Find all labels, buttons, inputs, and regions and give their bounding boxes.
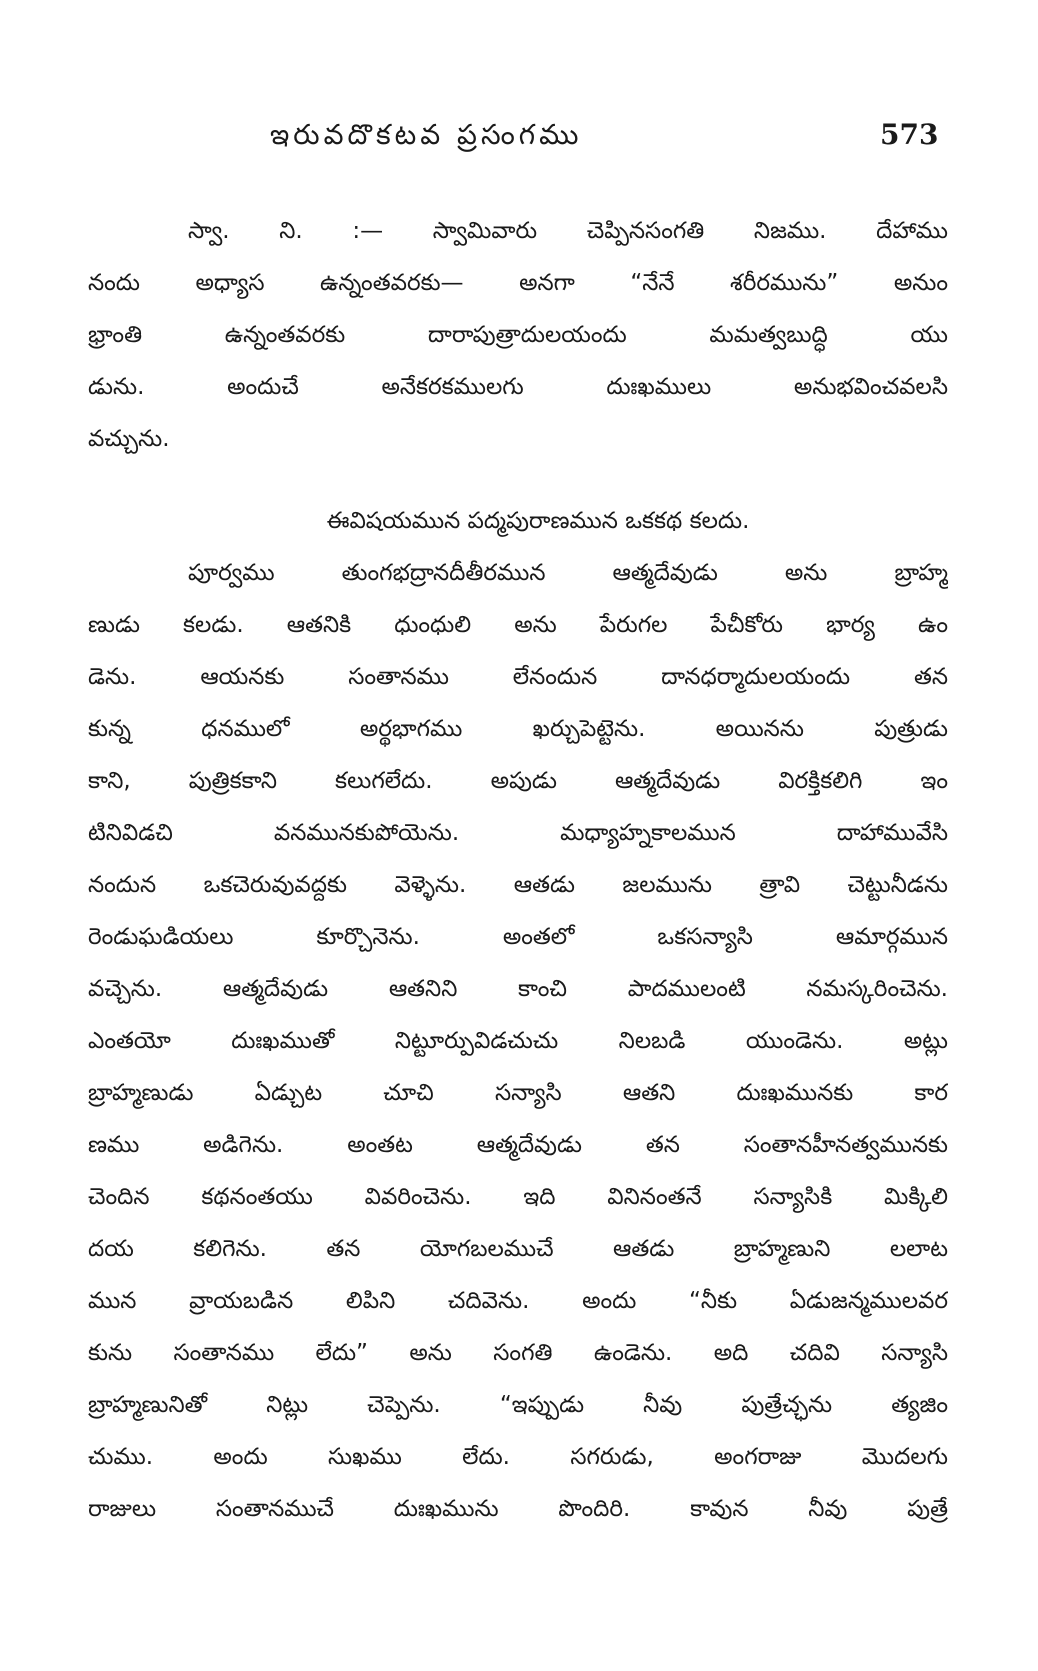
text-line: నందున ఒకచెరువువద్దకు వెళ్ళెను. ఆతడు జలమును త్రావి చెట్టునీడను	[88, 872, 948, 898]
text-line: స్వా. ని. :— స్వామివారు చెప్పినసంగతి నిజము. దేహాము	[188, 218, 948, 244]
text-line: డును. అందుచే అనేకరకములగు దుఃఖములు అనుభవించవలసి	[88, 374, 948, 400]
text-line: పూర్వము తుంగభద్రానదీతీరమున ఆత్మదేవుడు అను బ్రాహ్మ	[188, 560, 948, 586]
text-line: డెను. ఆయనకు సంతానము లేనందున దానధర్మాదులయందు తన	[88, 664, 948, 690]
text-line: ణము అడిగెను. అంతట ఆత్మదేవుడు తన సంతానహీనత్వమునకు	[88, 1132, 948, 1158]
paragraph	[88, 205, 948, 465]
text-line: వచ్చెను. ఆత్మదేవుడు ఆతనిని కాంచి పాదములంటి నమస్కరించెను.	[88, 976, 948, 1002]
text-line: కాని, పుత్రికకాని కలుగలేదు. అపుడు ఆత్మదేవుడు విరక్తికలిగి ఇం	[88, 768, 948, 794]
text-line: ఎంతయో దుఃఖముతో నిట్టూర్పువిడచుచు నిలబడి యుండెను. అట్లు	[88, 1028, 948, 1054]
page-number: 573	[880, 118, 939, 151]
body-text	[88, 205, 948, 1535]
text-line: ఈవిషయమున పద్మపురాణమున ఒకకథ కలదు.	[326, 508, 750, 534]
text-line: వచ్చును.	[88, 426, 170, 452]
text-line: కున్న ధనములో అర్థభాగము ఖర్చుపెట్టెను. అయినను పుత్రుడు	[88, 716, 948, 742]
text-line: బ్రాహ్మణుడు ఏడ్చుట చూచి సన్యాసి ఆతని దుఃఖమునకు కార	[88, 1080, 948, 1106]
text-line: చుము. అందు సుఖము లేదు. సగరుడు, అంగరాజు మొదలగు	[88, 1444, 948, 1470]
running-title: ఇరువదొకటవ ప్రసంగము	[270, 118, 583, 151]
paragraph	[88, 495, 948, 547]
text-line: రెండుఘడియలు కూర్చొనెను. అంతలో ఒకసన్యాసి ఆమార్గమున	[88, 924, 948, 950]
paragraph	[88, 547, 948, 1535]
text-line: చెందిన కథనంతయు వివరించెను. ఇది వినినంతనే సన్యాసికి మిక్కిలి	[88, 1184, 948, 1210]
text-line: నందు అధ్యాస ఉన్నంతవరకు— అనగా “నేనే శరీరమును” అనుం	[88, 270, 948, 296]
text-line: బ్రాహ్మణునితో నిట్లు చెప్పెను. “ఇప్పుడు నీవు పుత్రేచ్ఛను త్యజిం	[88, 1392, 948, 1418]
text-line: కును సంతానము లేదు” అను సంగతి ఉండెను. అది చదివి సన్యాసి	[88, 1340, 948, 1366]
text-line: మున వ్రాయబడిన లిపిని చదివెను. అందు “నీకు ఏడుజన్మములవర	[88, 1288, 948, 1314]
text-line: రాజులు సంతానముచే దుఃఖమును పొందిరి. కావున నీవు పుత్రే	[88, 1496, 948, 1522]
text-line: టినివిడచి వనమునకుపోయెను. మధ్యాహ్నకాలమున దాహామువేసి	[88, 820, 948, 846]
paragraph-gap	[88, 465, 948, 495]
text-line: ణుడు కలడు. ఆతనికి ధుంధులి అను పేరుగల పేచీకోరు భార్య ఉం	[88, 612, 948, 638]
page-header	[0, 118, 1038, 158]
text-line: భ్రాంతి ఉన్నంతవరకు దారాపుత్రాదులయందు మమత్వబుద్ధి యు	[88, 322, 948, 348]
text-line: దయ కలిగెను. తన యోగబలముచే ఆతడు బ్రాహ్మణుని లలాట	[88, 1236, 948, 1262]
